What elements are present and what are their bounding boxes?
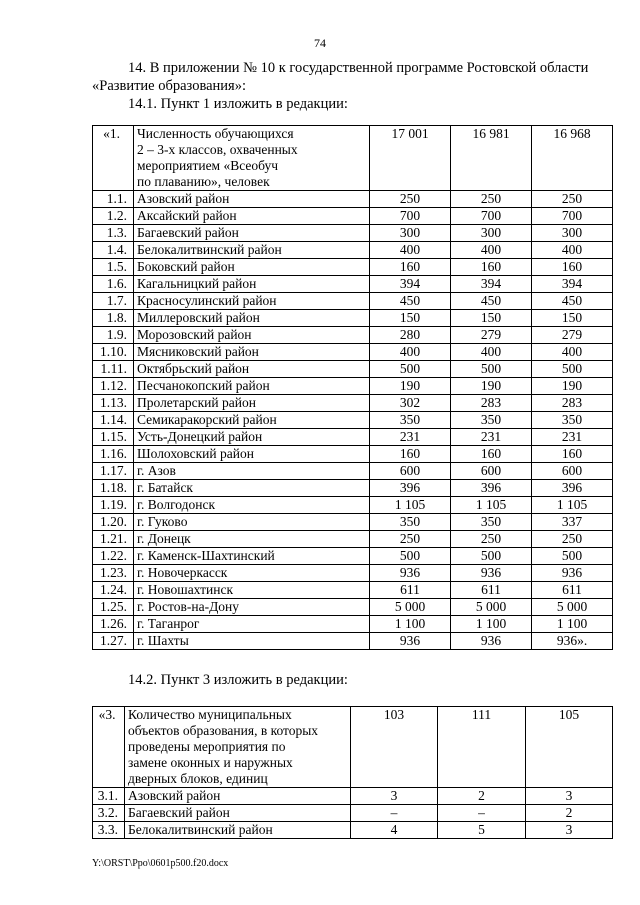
row-value-3: 250 [532,191,613,208]
table-row [93,276,613,293]
row-value-3: 150 [532,310,613,327]
row-value-1: 400 [370,242,451,259]
row-name: г. Таганрог [134,616,370,633]
row-value-3: 350 [532,412,613,429]
row-value-3: 1 100 [532,616,613,633]
row-number: 1.25. [93,599,134,616]
row-number: 1.9. [93,327,134,344]
row-value-3: 936 [532,565,613,582]
row-value-3: 2 [526,805,613,822]
table2-header-name-line: объектов образования, в которых [128,723,319,738]
row-number: 1.5. [93,259,134,276]
row-value-1: 300 [370,225,451,242]
row-value-3: 3 [526,788,613,805]
row-name: г. Батайск [134,480,370,497]
row-value-1: 936 [370,633,451,650]
table-row [93,616,613,633]
row-number: 1.19. [93,497,134,514]
row-name: Семикаракорский район [134,412,370,429]
row-number: 1.3. [93,225,134,242]
table2-header-num: «3. [93,707,125,788]
table2-header-name-line: замене оконных и наружных [128,755,293,770]
row-value-1: 231 [370,429,451,446]
row-value-3: 600 [532,463,613,480]
table-row [93,191,613,208]
row-value-3: 700 [532,208,613,225]
row-name: Мясниковский район [134,344,370,361]
table-row [93,327,613,344]
row-value-1: 250 [370,531,451,548]
row-value-1: 250 [370,191,451,208]
row-number: 3.1. [93,788,125,805]
table1-header-name [134,126,370,191]
table-row [93,429,613,446]
row-number: 1.21. [93,531,134,548]
row-value-1: 350 [370,412,451,429]
row-value-3: 160 [532,446,613,463]
table-row [93,822,613,839]
table-row [93,633,613,650]
table-row [93,293,613,310]
table-row [93,361,613,378]
table-row [93,788,613,805]
table-row [93,497,613,514]
table2-header-value-1: 103 [351,707,438,788]
row-number: 1.17. [93,463,134,480]
row-value-3: 283 [532,395,613,412]
row-value-2: 5 000 [451,599,532,616]
row-number: 1.15. [93,429,134,446]
row-value-2: 160 [451,446,532,463]
row-value-1: 611 [370,582,451,599]
table2-header-value-3: 105 [526,707,613,788]
row-number: 1.26. [93,616,134,633]
row-value-2: 700 [451,208,532,225]
row-value-2: 5 [438,822,526,839]
table-row [93,599,613,616]
row-value-2: 150 [451,310,532,327]
row-value-2: 500 [451,548,532,565]
row-value-1: 150 [370,310,451,327]
row-value-1: 190 [370,378,451,395]
table-row [93,480,613,497]
row-value-1: 396 [370,480,451,497]
table-row [93,463,613,480]
table-row [93,259,613,276]
indicator-table-1 [92,125,613,650]
row-name: Азовский район [134,191,370,208]
row-value-2: 394 [451,276,532,293]
table2-header-name [125,707,351,788]
row-value-2: 936 [451,565,532,582]
row-value-2: 250 [451,531,532,548]
row-value-2: 279 [451,327,532,344]
row-value-1: 400 [370,344,451,361]
row-name: Кагальницкий район [134,276,370,293]
table1-header-row [93,126,613,191]
table-row [93,242,613,259]
row-name: Белокалитвинский район [134,242,370,259]
row-value-1: 350 [370,514,451,531]
row-value-2: 350 [451,514,532,531]
row-name: Усть-Донецкий район [134,429,370,446]
table1-header-name-line: мероприятием «Всеобуч [137,158,279,173]
row-value-2: 400 [451,344,532,361]
table-row [93,310,613,327]
table1-header-name-line: по плаванию», человек [137,174,270,189]
row-value-2: 300 [451,225,532,242]
row-name: Белокалитвинский район [125,822,351,839]
table2-header-row [93,707,613,788]
row-value-3: 400 [532,344,613,361]
row-name: Азовский район [125,788,351,805]
row-value-2: 1 100 [451,616,532,633]
table-row [93,514,613,531]
row-value-1: 4 [351,822,438,839]
row-value-1: 700 [370,208,451,225]
row-value-2: 400 [451,242,532,259]
row-value-2: 396 [451,480,532,497]
section2-heading: 14.2. Пункт 3 изложить в редакции: [128,672,348,688]
row-value-3: 500 [532,548,613,565]
row-value-3: 231 [532,429,613,446]
row-value-1: 394 [370,276,451,293]
row-value-2: 936 [451,633,532,650]
row-value-2: 250 [451,191,532,208]
row-value-3: 394 [532,276,613,293]
row-value-1: 3 [351,788,438,805]
row-name: Багаевский район [125,805,351,822]
row-value-2: 283 [451,395,532,412]
row-number: 1.20. [93,514,134,531]
row-name: г. Каменск-Шахтинский [134,548,370,565]
row-name: г. Шахты [134,633,370,650]
row-name: г. Новошахтинск [134,582,370,599]
row-value-3: 3 [526,822,613,839]
table-row [93,565,613,582]
row-number: 1.13. [93,395,134,412]
row-number: 1.23. [93,565,134,582]
row-number: 1.24. [93,582,134,599]
table1-header-name-line: 2 – 3-х классов, охваченных [137,142,298,157]
row-number: 1.1. [93,191,134,208]
row-number: 1.6. [93,276,134,293]
row-value-2: 190 [451,378,532,395]
intro-line-2: «Развитие образования»: [92,78,247,94]
row-name: Шолоховский район [134,446,370,463]
row-name: г. Азов [134,463,370,480]
row-name: г. Гуково [134,514,370,531]
table1-header-num: «1. [93,126,134,191]
row-name: г. Волгодонск [134,497,370,514]
row-value-1: 1 105 [370,497,451,514]
row-value-3: 400 [532,242,613,259]
row-value-1: 160 [370,446,451,463]
table-row [93,225,613,242]
table-row [93,446,613,463]
table2-header-value-2: 111 [438,707,526,788]
row-value-1: 500 [370,361,451,378]
row-value-3: 611 [532,582,613,599]
row-number: 1.7. [93,293,134,310]
row-value-2: 350 [451,412,532,429]
row-value-3: 160 [532,259,613,276]
row-value-2: 1 105 [451,497,532,514]
row-value-1: 5 000 [370,599,451,616]
row-number: 1.12. [93,378,134,395]
row-number: 3.2. [93,805,125,822]
row-value-3: 190 [532,378,613,395]
row-value-1: – [351,805,438,822]
row-value-2: 160 [451,259,532,276]
row-value-1: 500 [370,548,451,565]
table-row [93,208,613,225]
row-number: 1.10. [93,344,134,361]
row-value-3: 279 [532,327,613,344]
table-row [93,805,613,822]
row-value-1: 936 [370,565,451,582]
row-name: г. Ростов-на-Дону [134,599,370,616]
table2-header-name-line: дверных блоков, единиц [128,771,268,786]
row-name: г. Новочеркасск [134,565,370,582]
row-value-2: 600 [451,463,532,480]
table-row [93,344,613,361]
row-name: Пролетарский район [134,395,370,412]
row-value-1: 450 [370,293,451,310]
table1-header-name-line: Численность обучающихся [137,126,294,141]
row-value-3: 450 [532,293,613,310]
row-value-1: 280 [370,327,451,344]
row-value-1: 160 [370,259,451,276]
table-row [93,582,613,599]
row-number: 3.3. [93,822,125,839]
row-name: Морозовский район [134,327,370,344]
row-value-2: 500 [451,361,532,378]
row-number: 1.16. [93,446,134,463]
table-row [93,395,613,412]
row-value-3: 337 [532,514,613,531]
row-value-3: 5 000 [532,599,613,616]
row-number: 1.4. [93,242,134,259]
row-name: Красносулинский район [134,293,370,310]
table-row [93,378,613,395]
row-name: Октябрьский район [134,361,370,378]
row-value-1: 600 [370,463,451,480]
file-path-footer: Y:\ORST\Ppo\0601p500.f20.docx [92,858,229,869]
row-number: 1.27. [93,633,134,650]
row-name: Миллеровский район [134,310,370,327]
row-value-2: 450 [451,293,532,310]
row-name: Песчанокопский район [134,378,370,395]
row-number: 1.14. [93,412,134,429]
intro-line-1: 14. В приложении № 10 к государственной программе Ростовской области [128,60,589,76]
row-value-2: – [438,805,526,822]
row-number: 1.2. [93,208,134,225]
table1-header-value-1: 17 001 [370,126,451,191]
row-value-2: 231 [451,429,532,446]
row-name: г. Донецк [134,531,370,548]
table2-header-name-line: проведены мероприятия по [128,739,286,754]
row-number: 1.18. [93,480,134,497]
table2-header-name-line: Количество муниципальных [128,707,292,722]
table-row [93,412,613,429]
row-name: Боковский район [134,259,370,276]
row-value-2: 2 [438,788,526,805]
row-value-3: 936». [532,633,613,650]
row-value-1: 1 100 [370,616,451,633]
row-value-3: 500 [532,361,613,378]
row-value-1: 302 [370,395,451,412]
row-name: Багаевский район [134,225,370,242]
page-number: 74 [314,36,326,50]
indicator-table-2 [92,706,613,839]
row-number: 1.22. [93,548,134,565]
row-value-3: 250 [532,531,613,548]
row-value-3: 396 [532,480,613,497]
table-row [93,531,613,548]
row-value-2: 611 [451,582,532,599]
row-name: Аксайский район [134,208,370,225]
row-value-3: 300 [532,225,613,242]
row-value-3: 1 105 [532,497,613,514]
intro-line-3: 14.1. Пункт 1 изложить в редакции: [128,96,348,112]
row-number: 1.8. [93,310,134,327]
row-number: 1.11. [93,361,134,378]
table-row [93,548,613,565]
table1-header-value-3: 16 968 [532,126,613,191]
table1-header-value-2: 16 981 [451,126,532,191]
